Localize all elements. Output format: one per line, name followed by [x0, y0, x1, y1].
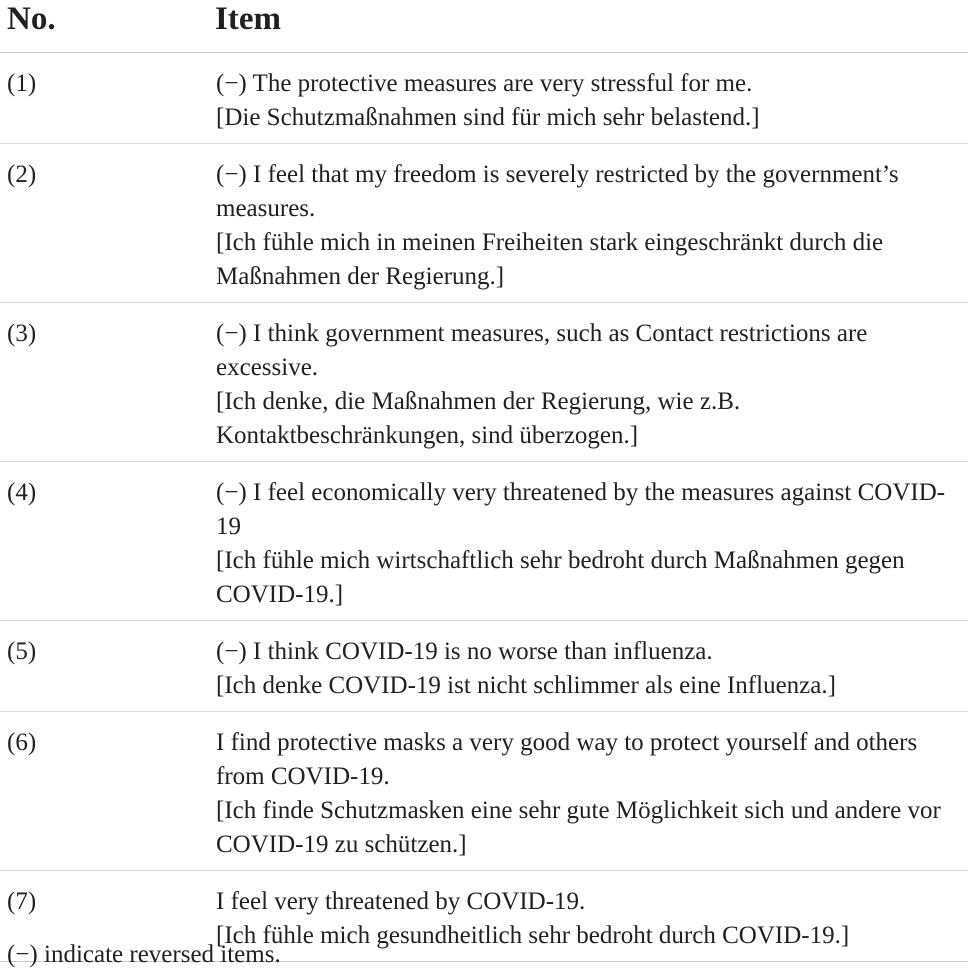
- table-row: [0, 621, 968, 712]
- item-german: [Ich fühle mich gesundheitlich sehr bedroht durch COVID-19.]: [216, 922, 850, 949]
- table-row: [0, 53, 968, 144]
- row-number: (7): [7, 888, 37, 915]
- row-number: (5): [7, 638, 37, 665]
- item-german: [Die Schutzmaßnahmen sind für mich sehr belastend.]: [216, 104, 760, 131]
- row-item: [216, 726, 964, 862]
- item-english: (−) I think government measures, such as Contact restrictions are excessive.: [216, 320, 868, 381]
- item-german: [Ich denke, die Maßnahmen der Regierung, wie z.B. Kontaktbeschränkungen, sind überzogen.]: [216, 388, 741, 449]
- row-number: (4): [7, 479, 37, 506]
- item-english: I find protective masks a very good way to protect yourself and others from COVID-19.: [216, 729, 918, 790]
- table-header-row: [0, 0, 968, 53]
- row-item: [216, 476, 964, 612]
- row-item: [216, 67, 964, 135]
- item-german: [Ich finde Schutzmasken eine sehr gute Möglichkeit sich und andere vor COVID-19 zu schützen.]: [216, 797, 941, 858]
- row-number: (2): [7, 161, 37, 188]
- item-german: [Ich fühle mich wirtschaftlich sehr bedroht durch Maßnahmen gegen COVID-19.]: [216, 547, 905, 608]
- item-english: (−) I think COVID-19 is no worse than influenza.: [216, 638, 713, 665]
- row-item: [216, 885, 964, 953]
- header-no: No.: [7, 1, 56, 37]
- table-body: [0, 53, 968, 962]
- table-row: [0, 712, 968, 871]
- row-number: (1): [7, 70, 37, 97]
- table-row: [0, 144, 968, 303]
- row-item: [216, 317, 964, 453]
- item-german: [Ich denke COVID-19 ist nicht schlimmer als eine Influenza.]: [216, 672, 836, 699]
- table-footnote: (−) indicate reversed items.: [7, 941, 281, 968]
- item-english: I feel very threatened by COVID-19.: [216, 888, 586, 915]
- item-english: (−) I feel that my freedom is severely restricted by the government’s measures.: [216, 161, 899, 222]
- row-number: (3): [7, 320, 37, 347]
- item-english: (−) I feel economically very threatened by the measures against COVID-19: [216, 479, 946, 540]
- row-item: [216, 635, 964, 703]
- item-english: (−) The protective measures are very stressful for me.: [216, 70, 753, 97]
- header-item: Item: [215, 1, 281, 37]
- table-row: [0, 462, 968, 621]
- row-item: [216, 158, 964, 294]
- row-number: (6): [7, 729, 37, 756]
- item-german: [Ich fühle mich in meinen Freiheiten stark eingeschränkt durch die Maßnahmen der Regierung.]: [216, 229, 884, 290]
- table-row: [0, 303, 968, 462]
